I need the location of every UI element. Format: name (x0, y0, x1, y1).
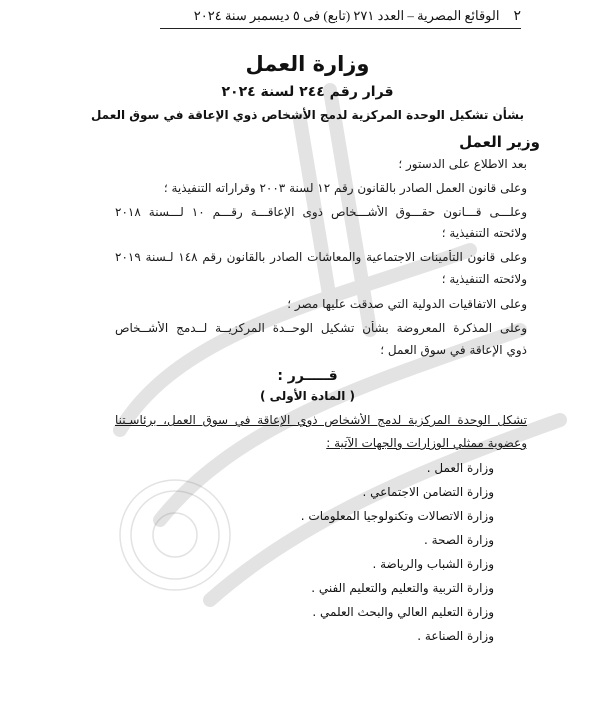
decided-heading: قـــــرر : (277, 368, 338, 384)
decree-subject: بشأن تشكيل الوحدة المركزية لدمج الأشخاص ذوي الإعاقة في سوق العمل (90, 108, 525, 122)
ministry-item: وزارة التضامن الاجتماعي . (362, 485, 494, 499)
preamble-line: ذوي الإعاقة في سوق العمل ؛ (380, 343, 527, 357)
ministry-item: وزارة الصحة . (423, 533, 494, 547)
ministry-item: وزارة العمل . (426, 461, 494, 475)
page-number: ٢ (513, 8, 521, 24)
preamble-line: وعلى قانون العمل الصادر بالقانون رقم ١٢ لسنة ٢٠٠٣ وقراراته التنفيذية ؛ (163, 181, 527, 195)
ministry-item: وزارة الصناعة . (417, 629, 494, 643)
preamble-line: وعلى المذكرة المعروضة بشأن تشكيل الوحــدة المركزيــة لــدمج الأشــخاص (115, 321, 527, 335)
minister-heading: وزير العمل (459, 133, 540, 151)
running-title: الوقائع المصرية – العدد ٢٧١ (تابع) فى ٥ ديسمبر سنة ٢٠٢٤ (193, 8, 500, 23)
preamble-line: وعلى الاتفاقيات الدولية التي صدقت عليها مصر ؛ (287, 297, 527, 311)
article-one-heading: ( المادة الأولى ) (259, 389, 356, 403)
ministry-item: وزارة الشباب والرياضة . (372, 557, 494, 571)
preamble-line: ولائحته التنفيذية ؛ (441, 272, 527, 286)
article-text-line: وعضوية ممثلي الوزارات والجهات الآتية : (326, 436, 527, 450)
preamble-line: ولائحته التنفيذية ؛ (441, 226, 527, 240)
ministry-item: وزارة التربية والتعليم والتعليم الفني . (311, 581, 494, 595)
ministry-item: وزارة التعليم العالي والبحث العلمي . (312, 605, 494, 619)
preamble-line: بعد الاطلاع على الدستور ؛ (398, 157, 527, 171)
ministry-title: وزارة العمل (245, 52, 370, 76)
ministry-item: وزارة الاتصالات وتكنولوجيا المعلومات . (300, 509, 494, 523)
preamble-line: وعلـــى قـــانون حقـــوق الأشـــخاص ذوى الإعاقـــة رقـــم ١٠ لـــسنة ٢٠١٨ (115, 205, 527, 219)
preamble-line: وعلى قانون التأمينات الاجتماعية والمعاشات الصادر بالقانون رقم ١٤٨ لـسنة ٢٠١٩ (115, 250, 527, 264)
decree-title: قرار رقم ٢٤٤ لسنة ٢٠٢٤ (221, 84, 394, 100)
page-header (160, 4, 521, 29)
article-text-line: تشكل الوحدة المركزية لدمج الأشخاص ذوي الإعاقة في سوق العمل، برئاسـتنا (115, 413, 527, 427)
